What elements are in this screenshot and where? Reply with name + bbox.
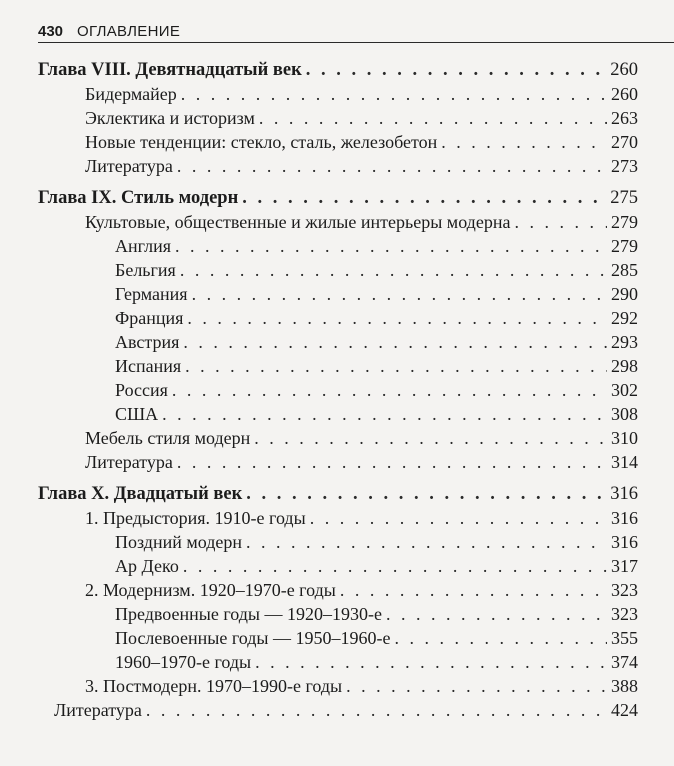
- page-ref: 317: [611, 556, 638, 576]
- page-ref: 293: [611, 332, 638, 352]
- page-ref: 263: [611, 108, 638, 128]
- toc-entry: Литература . . . 424: [38, 700, 638, 723]
- page-ref: 279: [611, 212, 638, 232]
- toc-entry: Англия . . . 279: [38, 236, 638, 259]
- toc-entry: 2. Модернизм. 1920–1970-е годы . . . 323: [38, 580, 638, 603]
- toc-entry: Франция . . . 292: [38, 308, 638, 331]
- toc-entry: Австрия . . . 293: [38, 332, 638, 355]
- toc-entry: Поздний модерн . . . 316: [38, 532, 638, 555]
- toc-chapter-10: Глава X. Двадцатый век . . . 316: [38, 484, 638, 507]
- toc-entry: Мебель стиля модерн . . . 310: [38, 428, 638, 451]
- page-ref: 316: [611, 508, 638, 528]
- toc-entry: 1960–1970-е годы . . . 374: [38, 652, 638, 675]
- toc-entry: Испания . . . 298: [38, 356, 638, 379]
- toc-entry: Послевоенные годы — 1950–1960-е . . . 355: [38, 628, 638, 651]
- toc-entry: 3. Постмодерн. 1970–1990-е годы . . . 388: [38, 676, 638, 699]
- toc-entry: Германия . . . 290: [38, 284, 638, 307]
- page-ref: 374: [611, 652, 638, 672]
- page-number: 430: [38, 22, 64, 40]
- page-ref: 260: [610, 60, 638, 80]
- toc-entry: Эклектика и историзм . . . 263: [38, 108, 638, 131]
- page-ref: 302: [611, 380, 638, 400]
- page-ref: 323: [611, 604, 638, 624]
- page-ref: 279: [611, 236, 638, 256]
- page-ref: 285: [611, 260, 638, 280]
- toc-entry: Литература . . . 273: [38, 156, 638, 179]
- toc-chapter-8: Глава VIII. Девятнадцатый век . . . 260: [38, 60, 638, 83]
- page-ref: 260: [611, 84, 638, 104]
- page-ref: 323: [611, 580, 638, 600]
- toc-entry: Литература . . . 314: [38, 452, 638, 475]
- toc-entry: Россия . . . 302: [38, 380, 638, 403]
- page-ref: 310: [611, 428, 638, 448]
- page-ref: 298: [611, 356, 638, 376]
- toc-chapter-9: Глава IX. Стиль модерн . . . 275: [38, 188, 638, 211]
- toc-entry: Предвоенные годы — 1920–1930-е . . . 323: [38, 604, 638, 627]
- page-ref: 355: [611, 628, 638, 648]
- running-title: ОГЛАВЛЕНИЕ: [77, 22, 181, 40]
- page-ref: 275: [610, 188, 638, 208]
- toc-entry: США . . . 308: [38, 404, 638, 427]
- toc-entry: Культовые, общественные и жилые интерьеры модерна . . . 279: [38, 212, 638, 235]
- page-ref: 316: [611, 532, 638, 552]
- toc-entry: Ар Деко . . . 317: [38, 556, 638, 579]
- page-ref: 292: [611, 308, 638, 328]
- page-ref: 290: [611, 284, 638, 304]
- toc-entry: Бидермайер . . . 260: [38, 84, 638, 107]
- running-header: [38, 20, 674, 43]
- page-ref: 270: [611, 132, 638, 152]
- page-ref: 316: [610, 484, 638, 504]
- page-ref: 314: [611, 452, 638, 472]
- page-ref: 273: [611, 156, 638, 176]
- toc-entry: Бельгия . . . 285: [38, 260, 638, 283]
- page-ref: 424: [611, 700, 638, 720]
- page-ref: 308: [611, 404, 638, 424]
- toc-entry: 1. Предыстория. 1910-е годы . . . 316: [38, 508, 638, 531]
- toc-entry: Новые тенденции: стекло, сталь, железобетон . . . 270: [38, 132, 638, 155]
- page-ref: 388: [611, 676, 638, 696]
